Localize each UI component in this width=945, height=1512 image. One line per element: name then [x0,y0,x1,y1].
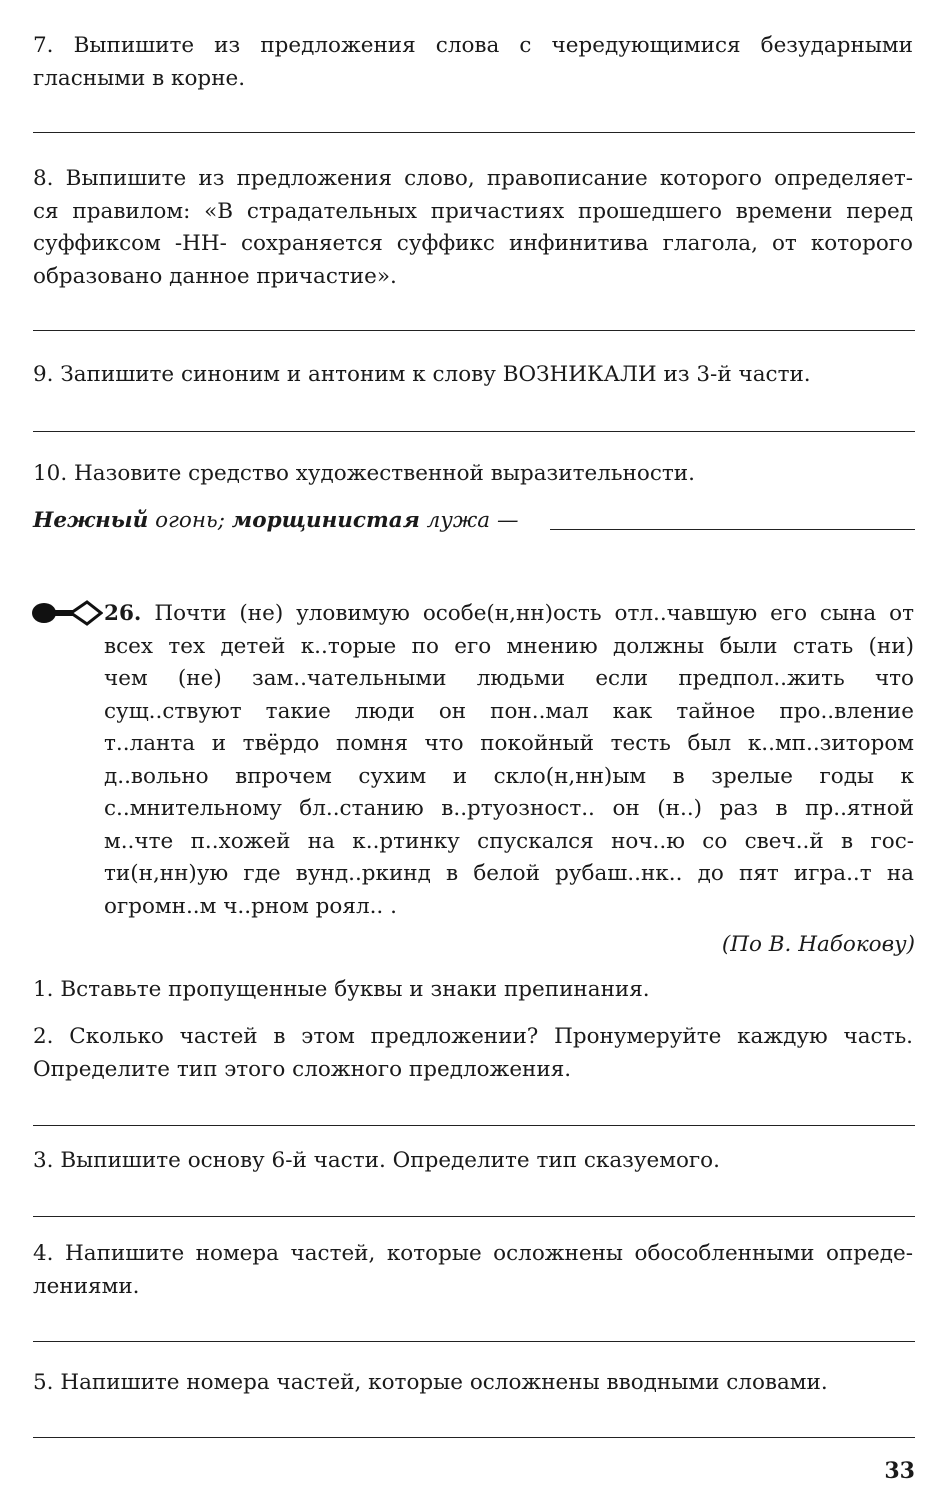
task-5: 5. Напишите номера частей, которые осложнены вводными словами. [33,1370,828,1395]
question-10-example [33,505,913,538]
answer-line-task-4[interactable] [33,1341,915,1342]
exercise-26-text [104,598,914,923]
answer-line-task-5[interactable] [33,1437,915,1438]
answer-line-8[interactable] [33,330,915,331]
exercise-number: 26. [104,601,142,626]
task-2-line-2: Определите тип этого сложного предложения. [33,1056,572,1082]
page-number: 33 [884,1458,915,1484]
exercise-26-line-3: чем (не) зам..чательными людьми если предпол..жить что [104,666,914,691]
task-2 [33,1021,913,1086]
answer-line-task-3[interactable] [33,1216,915,1217]
question-7 [33,30,913,95]
exercise-26-line-7: с..мнительному бл..станию в..ртуозност.. он (н..) раз в пр..ятной [104,796,914,821]
task-2-line-1: 2. Сколько частей в этом предложении? Пронумеруйте каждую часть. [33,1024,913,1049]
exercise-26-line-2: всех тех детей к..торые по его мнению должны были стать (ни) [104,633,914,659]
source-attribution: (По В. Набокову) [721,932,915,957]
exercise-26-line-6: д..вольно впрочем сухим и скло(н,нн)ым в зрелые годы к [104,763,914,789]
example-word-1: Нежный [33,508,149,533]
exercise-marker-icon [31,598,103,639]
question-7-line-2: гласными в корне. [33,65,246,91]
task-4-line-1: 4. Напишите номера частей, которые осложнены обособленными опреде- [33,1241,913,1266]
question-8-line-2: ся правилом: «В страдательных причастиях прошедшего времени перед [33,198,913,224]
answer-line-7[interactable] [33,132,915,133]
question-8 [33,163,913,293]
task-3: 3. Выпишите основу 6-й части. Определите тип сказуемого. [33,1148,720,1173]
exercise-26-line-4: сущ..ствуют такие люди он пон..мал как тайное про..вление [104,698,914,724]
task-1: 1. Вставьте пропущенные буквы и знаки препинания. [33,977,650,1002]
example-text-2: лужа [419,508,491,533]
answer-line-10[interactable] [550,529,915,530]
question-8-line-4: образовано данное причастие». [33,263,397,289]
answer-line-9[interactable] [33,431,915,432]
exercise-26-line-1-text: Почти (не) уловимую особе(н,нн)ость отл..чавшую его сына от [154,601,914,626]
example-text-1: огонь; [148,508,232,533]
question-8-line-3: суффиксом -НН- сохраняется суффикс инфинитива глагола, от которого [33,231,913,256]
exercise-26-line-9: ти(н,нн)ую где вунд..ркинд в белой рубаш..нк.. до пят игра..т на [104,861,914,886]
exercise-26-line-10: огромн..м ч..рном роял.. . [104,893,397,919]
exercise-26-line-5: т..ланта и твёрдо помня что покойный тесть был к..мп..зитором [104,731,914,756]
exercise-26-line-8: м..чте п..хожей на к..ртинку спускался ноч..ю со свеч..й в гос- [104,828,914,854]
example-word-2: морщинистая [231,508,420,533]
task-4 [33,1238,913,1303]
question-7-line-1: 7. Выпишите из предложения слова с чередующимися безударными [33,33,913,58]
question-10: 10. Назовите средство художественной выразительности. [33,461,695,486]
exercise-26-line-1 [104,598,914,631]
question-8-line-1: 8. Выпишите из предложения слово, правописание которого определяет- [33,166,913,191]
example-dash: — [496,508,519,533]
task-4-line-2: лениями. [33,1273,140,1299]
question-9: 9. Запишите синоним и антоним к слову ВОЗНИКАЛИ из 3-й части. [33,362,811,387]
answer-line-task-2[interactable] [33,1125,915,1126]
